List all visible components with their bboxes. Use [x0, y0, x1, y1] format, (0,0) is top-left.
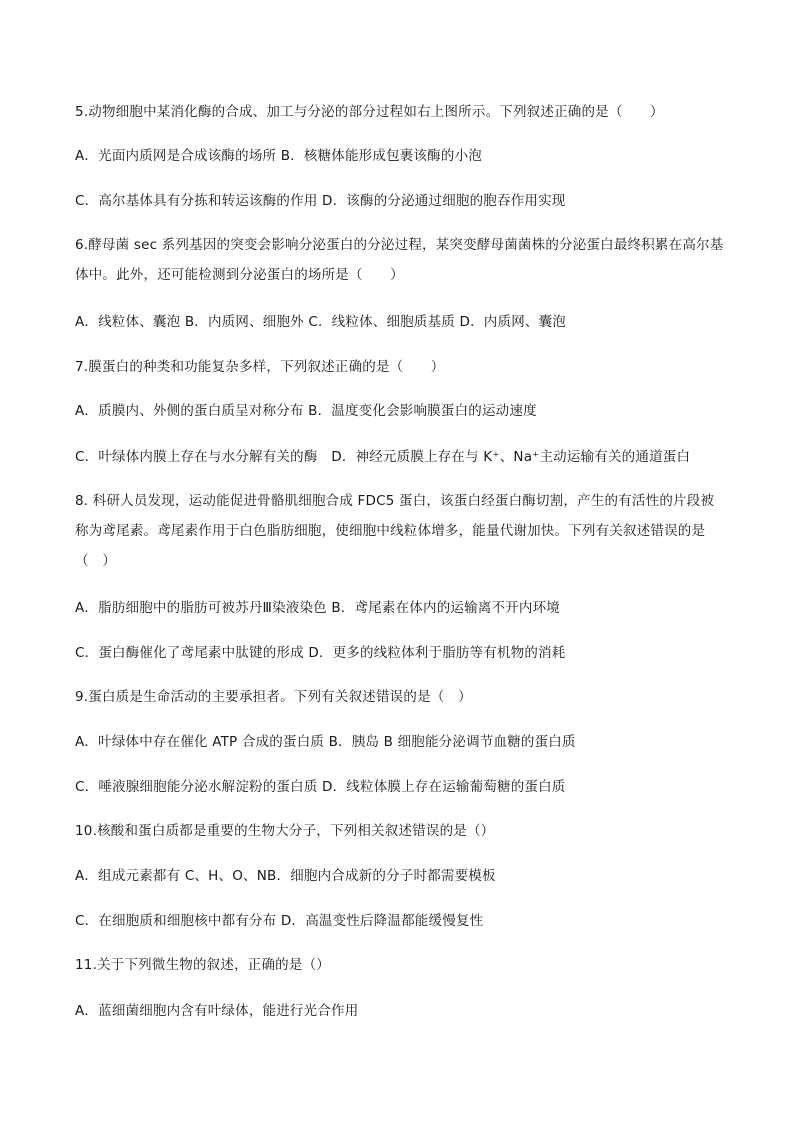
- question-9-options-ab: A．叶绿体中存在催化 ATP 合成的蛋白质 B．胰岛 B 细胞能分泌调节血糖的蛋白质: [75, 734, 576, 750]
- question-7-stem: 7.膜蛋白的种类和功能复杂多样，下列叙述正确的是（ ）: [75, 359, 445, 375]
- question-9-stem: 9.蛋白质是生命活动的主要承担者。下列有关叙述错误的是（ ）: [75, 689, 472, 705]
- question-9-options-cd: C．唾液腺细胞能分泌水解淀粉的蛋白质 D．线粒体膜上存在运输葡萄糖的蛋白质: [75, 779, 566, 795]
- question-5-stem: 5.动物细胞中某消化酶的合成、加工与分泌的部分过程如右上图所示。下列叙述正确的是（ ）: [75, 104, 664, 120]
- question-7-options-ab: A．质膜内、外侧的蛋白质呈对称分布 B．温度变化会影响膜蛋白的运动速度: [75, 403, 537, 419]
- question-8-options-cd: C．蛋白酶催化了鸢尾素中肽键的形成 D．更多的线粒体利于脂肪等有机物的消耗: [75, 645, 566, 661]
- question-10-options-cd: C．在细胞质和细胞核中都有分布 D．高温变性后降温都能缓慢复性: [75, 913, 484, 929]
- question-10-stem: 10.核酸和蛋白质都是重要的生物大分子，下列相关叙述错误的是（）: [75, 823, 495, 839]
- question-11-option-a: A．蓝细菌细胞内含有叶绿体，能进行光合作用: [75, 1003, 359, 1019]
- question-10-options-ab: A．组成元素都有 C、H、O、NB．细胞内合成新的分子时都需要模板: [75, 868, 496, 884]
- question-8-options-ab: A．脂肪细胞中的脂肪可被苏丹Ⅲ染液染色 B．鸢尾素在体内的运输离不开内环境: [75, 600, 560, 616]
- question-5-options-ab: A．光面内质网是合成该酶的场所 B．核糖体能形成包裹该酶的小泡: [75, 148, 482, 164]
- question-6-options: A．线粒体、囊泡 B．内质网、细胞外 C．线粒体、细胞质基质 D．内质网、囊泡: [75, 314, 566, 330]
- question-5-options-cd: C．高尔基体具有分拣和转运该酶的作用 D．该酶的分泌通过细胞的胞吞作用实现: [75, 193, 566, 209]
- question-8-stem: 8. 科研人员发现，运动能促进骨骼肌细胞合成 FDC5 蛋白，该蛋白经蛋白酶切割，产生的有活性的片段被称为鸢尾素。鸢尾素作用于白色脂肪细胞，使细胞中线粒体增多，能量代谢加快。下列有关叙述错误的是（ ）: [75, 493, 715, 569]
- question-7-options-cd: C．叶绿体内膜上存在与水分解有关的酶 D．神经元质膜上存在与 K⁺、Na⁺主动运输有关的通道蛋白: [75, 449, 691, 465]
- question-6-stem: 6.酵母菌 sec 系列基因的突变会影响分泌蛋白的分泌过程，某突变酵母菌菌株的分泌蛋白最终积累在高尔基体中。此外，还可能检测到分泌蛋白的场所是（ ）: [75, 237, 724, 283]
- question-11-stem: 11.关于下列微生物的叙述，正确的是（）: [75, 957, 330, 973]
